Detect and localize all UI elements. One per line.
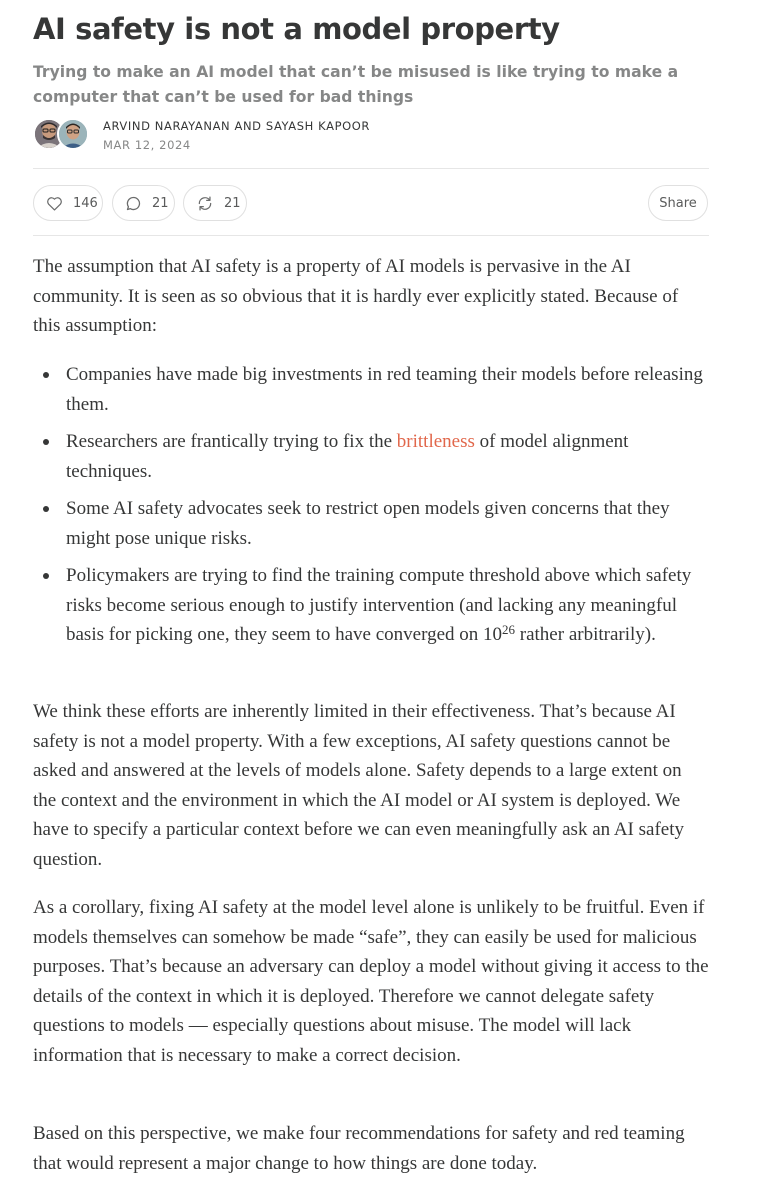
- list-item: [33, 494, 709, 553]
- share-button[interactable]: Share: [648, 185, 708, 221]
- like-button[interactable]: [33, 185, 103, 221]
- paragraph-3: As a corollary, fixing AI safety at the model level alone is unlikely to be fruitful. Even if models themselves can somehow be made “safe”, they can easily be used for malicious purposes. That’s because an adversary can deploy a model without giving it access to the details of the context in which it is deployed. Therefore we cannot delegate safety questions to models — especially questions about misuse. The model will lack information that is necessary to make a correct decision.: [33, 897, 709, 1066]
- brittleness-link[interactable]: brittleness: [396, 431, 475, 452]
- bullet-list: [33, 360, 709, 658]
- post-subtitle: Trying to make an AI model that can’t be misused is like trying to make a computer that can’t be used for bad things: [33, 63, 679, 106]
- bullet-dot: [43, 439, 49, 445]
- comment-count: 21: [152, 195, 169, 211]
- divider-bottom: [33, 235, 709, 236]
- paragraph-4: Based on this perspective, we make four recommendations for safety and red teaming that would represent a major change to how things are done today.: [33, 1123, 685, 1174]
- post-title: AI safety is not a model property: [33, 12, 560, 46]
- bullet-text-before: Policymakers are trying to find the training compute threshold above which safety risks become serious enough to justify intervention (and lacking any meaningful basis for picking one, they seem to have converged on 10: [66, 565, 692, 645]
- bullet-dot: [43, 506, 49, 512]
- bullet-text-before: Researchers are frantically trying to fix the: [66, 431, 397, 452]
- bullet-dot: [43, 573, 49, 579]
- paragraph-2: We think these efforts are inherently limited in their effectiveness. That’s because AI safety is not a model property. With a few exceptions, AI safety questions cannot be asked and answered at the levels of models alone. Safety depends to a large extent on the context and the environment in which the AI model or AI system is deployed. We have to specify a particular context before we can even meaningfully ask an AI safety question.: [33, 701, 685, 870]
- restack-count: 21: [224, 195, 241, 211]
- bullet-text-after: of model alignment techniques.: [66, 431, 629, 482]
- restack-button[interactable]: [183, 185, 247, 221]
- bullet-text: Companies have made big investments in red teaming their models before releasing them.: [66, 364, 703, 415]
- list-item: [33, 561, 709, 650]
- post-date: MAR 12, 2024: [103, 138, 191, 152]
- list-item: [33, 360, 709, 419]
- heart-icon: [46, 196, 63, 211]
- avatar-photo-icon: [59, 120, 87, 148]
- comment-bubble-icon: [125, 195, 142, 212]
- restack-arrows-icon: [196, 195, 214, 212]
- comment-button[interactable]: [112, 185, 175, 221]
- author-names[interactable]: ARVIND NARAYANAN AND SAYASH KAPOOR: [103, 119, 370, 133]
- bullet-dot: [43, 372, 49, 378]
- like-count: 146: [73, 195, 98, 211]
- bullet-text-after: rather arbitrarily).: [515, 624, 656, 645]
- bullet-text: Some AI safety advocates seek to restrict open models given concerns that they might pose unique risks.: [66, 498, 670, 549]
- divider-top: [33, 168, 709, 169]
- list-item: [33, 427, 709, 486]
- author-avatar-sayash[interactable]: [57, 118, 89, 150]
- exponent-superscript: 26: [502, 621, 516, 637]
- paragraph-intro: The assumption that AI safety is a property of AI models is pervasive in the AI community. It is seen as so obvious that it is hardly ever explicitly stated. Because of this assumption:: [33, 256, 679, 336]
- byline: [33, 117, 709, 153]
